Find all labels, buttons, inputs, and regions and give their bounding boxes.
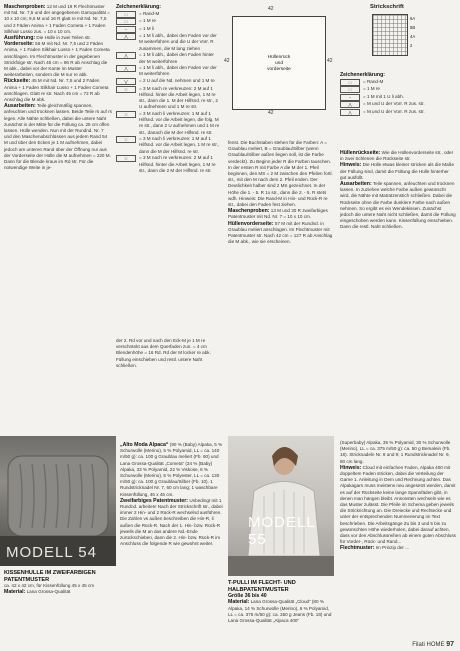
legend-2-item-text: = 1 M re [363, 86, 380, 92]
knitting-symbol-icon: ⋁ [116, 78, 136, 85]
knitting-symbol-icon: ⤫ [116, 136, 136, 143]
legend-1-item [116, 26, 220, 33]
huellenrueckseite-text: Wie die Hüllenvorderseite str., oder in zwei Schlenen die Rückseite str. [340, 150, 454, 162]
ausarbeiten-2-text: Teile spannen, anfeuchten und trocknen lassen. In zuziehen welche Farbe außen gewünscht wird, die Nähte mit Matratzenstich schließen. Dabei die Rückseite ohne die Farbe dunklere Farbe nach außen nehmen. So ergibt es ein Wendekissen. Zunächst jedoch die untere Naht nicht schließen, damit die Füllung eingeschoben werden kann. Kissenfüllung einschieben. Dann die restl. Naht schließen. [340, 181, 456, 230]
page-number: 97 [446, 641, 454, 648]
model-54-material-heading: Material: [4, 589, 26, 596]
schematic-label-1: Hüllenrück [267, 55, 291, 60]
knitting-symbol-icon: ⋀ [340, 101, 360, 108]
legend-2-item [340, 94, 456, 101]
col3-huellenvorderseite-text: 57 M mit der Rundnd. in Graublau meliert anschlagen. Im Flechtmuster mit Patentmuster str. Nach 42 cm = 127 R ab Anschlag die M abk., wie sie erscheinen. [228, 220, 333, 245]
legend-2-item-text: = Rand-M [363, 78, 384, 84]
diagram-top-dimension: 42 [268, 6, 274, 12]
ausfuehrung-heading: Ausführung: [4, 35, 36, 42]
hinweis-text: Die Hülle etwas kleiner stricken als die Maße der Füllung sind, damit die Füllung die Hülle hinterher gut ausfüllt. [340, 162, 455, 180]
strickschrift-row-label: 4A [410, 34, 416, 39]
rueckseite-text: 45 M mit Nd. Nr. 7,5 und 2 Fäden Anima + 1 Faden Silkhair Lusso + 1 Faden Cometa anschlagen. Glatt re str. Nach 45 cm = 72 R ab Anschlag die M abk. [4, 78, 109, 103]
legend-1-item [116, 18, 220, 25]
legend-2-item [340, 101, 456, 108]
legend-1-item-text: = Rand-M [139, 10, 160, 16]
col2-before: der 2. Rd vor und nach den Eck-M [116, 338, 186, 343]
model-54-photo [0, 436, 116, 566]
legend-1-item-text: = 3 M nach re verkreuzen: 2 M auf 1 Hilfsnd. hinter die Arbeit legen, 1 M re str., dann die 1. M der Hilfsnd. re str., 2 U aufnehmen und 1 M re str. [139, 85, 218, 110]
model-55-photo [228, 436, 334, 576]
strickschrift-row-labels [410, 14, 415, 50]
strickschrift-chart [372, 14, 408, 56]
middle-material-text [120, 442, 224, 642]
diagram-bottom-dimension: 42 [268, 110, 274, 116]
ausarbeiten-text: Teile gleichmäßig spannen, anfeuchten und trocknen lassen. Beide Teile rs auf rs legen. Alle Nähte schließen, dabei die untere Naht zunächst in der Mitte für die Füllung ca. 25 cm offen lassen. Hülle wenden. Nun mit der Rundnd. Nr. 7 und den Maschenabschlüssen aus jedem Rand 54 M und über den Ecken je 1 M aufnehmen, dabei jedoch am unteren Rand über der Öffnung nur aus der Vorderseite der Hülle die M aufnehmen = 220 M. Dann für die Blende kraus im Rd str. Für die notwendige Weite in je- [4, 103, 112, 171]
legend-1-item [116, 78, 220, 85]
knitting-symbol-icon: ⤫ [116, 155, 136, 162]
knitting-symbol-icon: − [340, 94, 360, 101]
col4-bottom-text: (Superbaby) Alpaka, 35 % Polyamid, 30 % Schurwolle (Merino), LL = ca. 375 m/50 g): ca. 50 g Bemalein (Fb. 18). Stricknadeln Nr. 8 und 9; 1 Rundstricknadel Nr. 9, 80 cm lang. [340, 440, 451, 464]
legend-1 [116, 4, 220, 334]
huellenrueckseite-heading: Hüllenrückseite: [340, 150, 381, 156]
knitting-symbol-icon: □ [340, 86, 360, 93]
hinweis-heading: Hinweis: [340, 162, 362, 169]
col3-maschenproben-heading: Maschenproben: [228, 208, 270, 215]
footer-brand: Filati HOME [412, 642, 445, 648]
column-4-text [340, 150, 456, 430]
legend-1-item-text: = 2 U auf die Nd. nehmen und 1 M re [139, 78, 215, 84]
model-54-caption [4, 570, 112, 634]
legend-2-item [340, 86, 456, 93]
legend-1-item [116, 33, 220, 52]
schematic-label-3: vorderseite [267, 67, 291, 72]
diagram-left-dimension: 42 [224, 58, 230, 64]
legend-2-item-text: = M und U der Vorr. R zus. str. [363, 101, 425, 107]
legend-2-item-text: = 1 M mit 1 U li abh. [363, 93, 404, 99]
knitting-symbol-icon: □ [116, 18, 136, 25]
alto-moda-text: (90 % (Baby) Alpaka, 5 % Schurwolle (Merino), 5 % Polyamid, LL = ca. 140 m/50 g): ca. 100 g Graublau meliert (Fb. 60) und Lana Grossa-Qualität „Cometa“ (34 % (Baby) Alpaka, 33 % Polyamid, 22 % Viskose, 6 % Schurwolle (Merino), 5 % Polyester, LL = ca. 130 m/50 g): ca. 100 g Graublau/Silber (Fb. 10). 1 Rundstricknadel Nr. 7, 60 cm lang; 1 waschbare Kissenfüllung, 45 x 45 cm. [120, 442, 223, 497]
legend-2-item [340, 79, 456, 86]
legend-1-item [116, 52, 220, 64]
legend-2 [340, 72, 456, 152]
knitting-symbol-icon: ⋀ [340, 109, 360, 116]
model-54-tag: MODELL 54 [6, 544, 97, 561]
legend-2-item [340, 109, 456, 116]
strickschrift-row-label: 5B [410, 25, 416, 30]
patentmuster-text: Unbedingt mit 1 Rundnd. arbeiten! Nach der Strickschrift str., dabei immer 2 Hin- und 2 Rück-R wechselnd ausführen. Die Zahlen vs außen beschreiben die Hin-R, li außen die Rück-R. Nach der 1. Hin- bzw. Rück-R jeweils die M an das andere Nd.-Ende zurückschieben, dann die 2. Hin- bzw. Rück-R im Anschluss die folgende R wie gewohnt weiter. [120, 497, 223, 547]
knitting-symbol-icon: ⋀ [116, 65, 136, 72]
legend-1-item-text: = 1 M li [139, 25, 154, 31]
maschenproben-heading: Maschenproben: [4, 4, 46, 10]
legend-1-item-text: = 1 M li abh., dabei den Faden vor der M weiterführen und die U der Vorr. R zusammen, die M lang ziehen [139, 33, 217, 51]
knitting-symbol-icon: ⋀ [116, 52, 136, 59]
legend-2-item-text: = M und U der Vorr. R zus. str. [363, 108, 425, 114]
flechtmuster-text: Im Prinzip der ... [375, 545, 410, 551]
model-55-material-heading: Material: [228, 599, 250, 606]
model-55-material: Lana Grossa-Qualität „Cloud“ (80 % Alpaka, 14 % Schurwolle (Merino), 6 % Polyamid, LL = ca. 375 m/50 g): ca. 350 g Jeans (Fb. 18) und Lana Grossa-Qualität „Alpaca 400“ [228, 599, 332, 623]
legend-1-item-text: = 3 M nach li verkreuzen: 1 M auf 1 Hilfsnd. vor die Arbeit legen, 1 M re str., dann die M der Hilfsnd. re str. [139, 136, 220, 154]
strickschrift-row-label: 6A [410, 16, 416, 21]
cushion-schematic [232, 16, 326, 110]
column-2-bottom-text [116, 338, 220, 428]
model-54-material: Lana Grossa-Qualität [26, 589, 71, 595]
legend-1-item-text: = 1 M re [139, 18, 156, 24]
strickschrift-row-label: 2 [410, 43, 413, 48]
legend-1-item-text: = 1 M li abh., dabei den Faden vor der M weiterführen [139, 65, 217, 77]
diagram-right-dimension: 42 [327, 58, 333, 64]
model-54-title: KISSENHÜLLE IM ZWEIFARBIGEN PATENTMUSTER [4, 570, 96, 583]
page-footer [412, 641, 454, 648]
col3-maschenproben-text: 13 M und 30 R zweifarbiges Patentmuster mit Nd. Nr. 7 = 10 x 10 cm. [228, 208, 328, 220]
knitting-symbol-icon: ⤫ [116, 86, 136, 93]
legend-1-item [116, 86, 220, 111]
ausarbeiten-2-heading: Ausarbeiten: [340, 181, 372, 188]
model-55-title: T-PULLI IM FLECHT- UND HALBPATENTMUSTER [228, 580, 296, 593]
knitting-symbol-icon: □ [340, 79, 360, 86]
legend-2-title: Zeichenerklärung: [340, 72, 385, 78]
column-3-text [228, 140, 334, 372]
legend-1-title: Zeichenerklärung: [116, 4, 161, 10]
legend-1-item-text: = 1 M li abh., dabei den Faden hinter der M weiterführen [139, 52, 214, 64]
rueckseite-heading: Rückseite: [4, 78, 31, 85]
col4-hinweis-text: Cloud mit einfachen Faden, Alpaka 400 mit doppeltem Faden stricken, dabei die Verteilung der Garne 1. Anleitung in Dem und Rechnung achten. Das Alpakagarn muss meistens neu angesetzt werden, damit es auf der Rückseite keine lange Spannfäden gibt, in denen man hängen bleibt. Ansonsten wechseln wie es das Muster zulässt. Die Pfeile im Schema geben jeweils die Strickrichtung an. Die Dreiecke und Rechtecke und unter der entsprechenden Nummerierung im Text beschrieben. Die Arbeitsgänge Zu bis 3 und 5 bis zu gewünschten Höhe wiederholen, dabei darauf achten, dass vor den Abschlussreihen ab einem guten Abschluss für Vorder-, Rück- und Rand... [340, 464, 456, 545]
legend-1-item [116, 155, 220, 174]
legend-1-item [116, 65, 220, 77]
vorderseite-heading: Vorderseite: [4, 41, 34, 48]
patentmuster-heading: Zweifarbiges Patentmuster: [120, 497, 189, 504]
col3-huellenvorderseite-heading: Hüllenvorderseite: [228, 220, 274, 227]
ausarbeiten-heading: Ausarbeiten: [4, 103, 36, 110]
col4-hinweis-heading: Hinweis: [340, 464, 362, 471]
alto-moda-heading: „Alto Moda Alpaca“ [120, 442, 169, 448]
model-55-caption [228, 580, 334, 644]
schematic-label-2: und [274, 61, 283, 66]
col2-bottom: je 1 M re verschränkt aus dem Querfaden zun. = 4 cm Blendenhöhe = 16 Rd. Rd der M locker re abk. Füllung einschieben und restl. untere Naht schließen. [116, 338, 211, 368]
legend-1-item-text: = 3 M nach li verkreuzen: 1 M auf 1 Hilfsnd. vor die Arbeit legen, die folg. M re str., dann 2 U aufnehmen und 1 M re str., danach die M der Hilfsnd. re str. [139, 110, 220, 135]
maschenproben-text: 12 M und 19 R Flechtmuster mit Nd. Nr. 7,5 und der angegebenen Garnqualität = 10 x 10 cm; 9,5 M und 16 R glatt re mit Nd. Nr. 7,5 und 2 Fäden Anima + 1 Faden Cometa + 1 Faden Silkhair Lusso zus. = 10 x 10 cm. [4, 4, 110, 34]
knitting-symbol-icon: ⤫ [116, 111, 136, 118]
knitting-symbol-icon: □ [116, 11, 136, 18]
model-55-size: Größe 36 bis 40 [228, 593, 267, 600]
column-4-bottom-text [340, 440, 456, 636]
column-1-text [4, 4, 112, 432]
knitting-symbol-icon: − [116, 26, 136, 33]
model-55-tag: MODELL 55 [248, 514, 316, 548]
model-illustration [228, 436, 334, 576]
legend-1-item-text: = 3 M nach re verkreuzen: 2 M auf 1 Hilfsnd. hinter die Arbeit legen, 1 M re str., dann die 2 M der Hilfsnd. re str. [139, 155, 216, 173]
knitting-symbol-icon: ⋀ [116, 33, 136, 40]
col3-text: fenst. Die Buchstaben stehen für die Farben: A = Graublau meliert, B = Graublau/Silber (wenn Graublau/Silber außen liegen soll, ist die Farbe verdeckt). Zu Beginn jeder R die Farben tauschen. In der ersten R mit Farbe A die M der 1. Pfeil beginnen, den MS = 2 M zwischen den Pfeilen fortl. str., mit den M nach dem 2. Pfeil enden. Der Deutlichkeit halber sind 2 MS gezeichnet. In der Höhe die 1. - 5. R 1x str., dann die 2. - 5. R stets wdh. Hinweis: Die Rand-M in Hin- und Rück-R re str., dabei den Faden fest ziehen. [228, 140, 333, 208]
model-54-size: ca. 42 x 42 cm, für Kissenfüllung 45 x 45 cm [4, 583, 95, 589]
flechtmuster-heading: Flechtmuster: [340, 545, 375, 552]
legend-1-item [116, 11, 220, 18]
strickschrift-title: Strickschrift [370, 4, 404, 10]
ausfuehrung-text: Die Hülle in zwei Teilen str. [36, 35, 91, 41]
legend-1-item [116, 136, 220, 155]
legend-1-item [116, 111, 220, 136]
vorderseite-text: 56 M mit Nd. Nr. 7,5 und 2 Fäden Anima, + 1 Faden Silkhair Lusso + 1 Faden Cometa anschlagen. Im Flechtmuster in der gegebenen Strickfolge str. Nach 45 cm = 86 R ab Anschlag die M abk., dabei vor der Kante im Muster weiterarbeiten, sondern die M nur re abk. [4, 41, 110, 78]
